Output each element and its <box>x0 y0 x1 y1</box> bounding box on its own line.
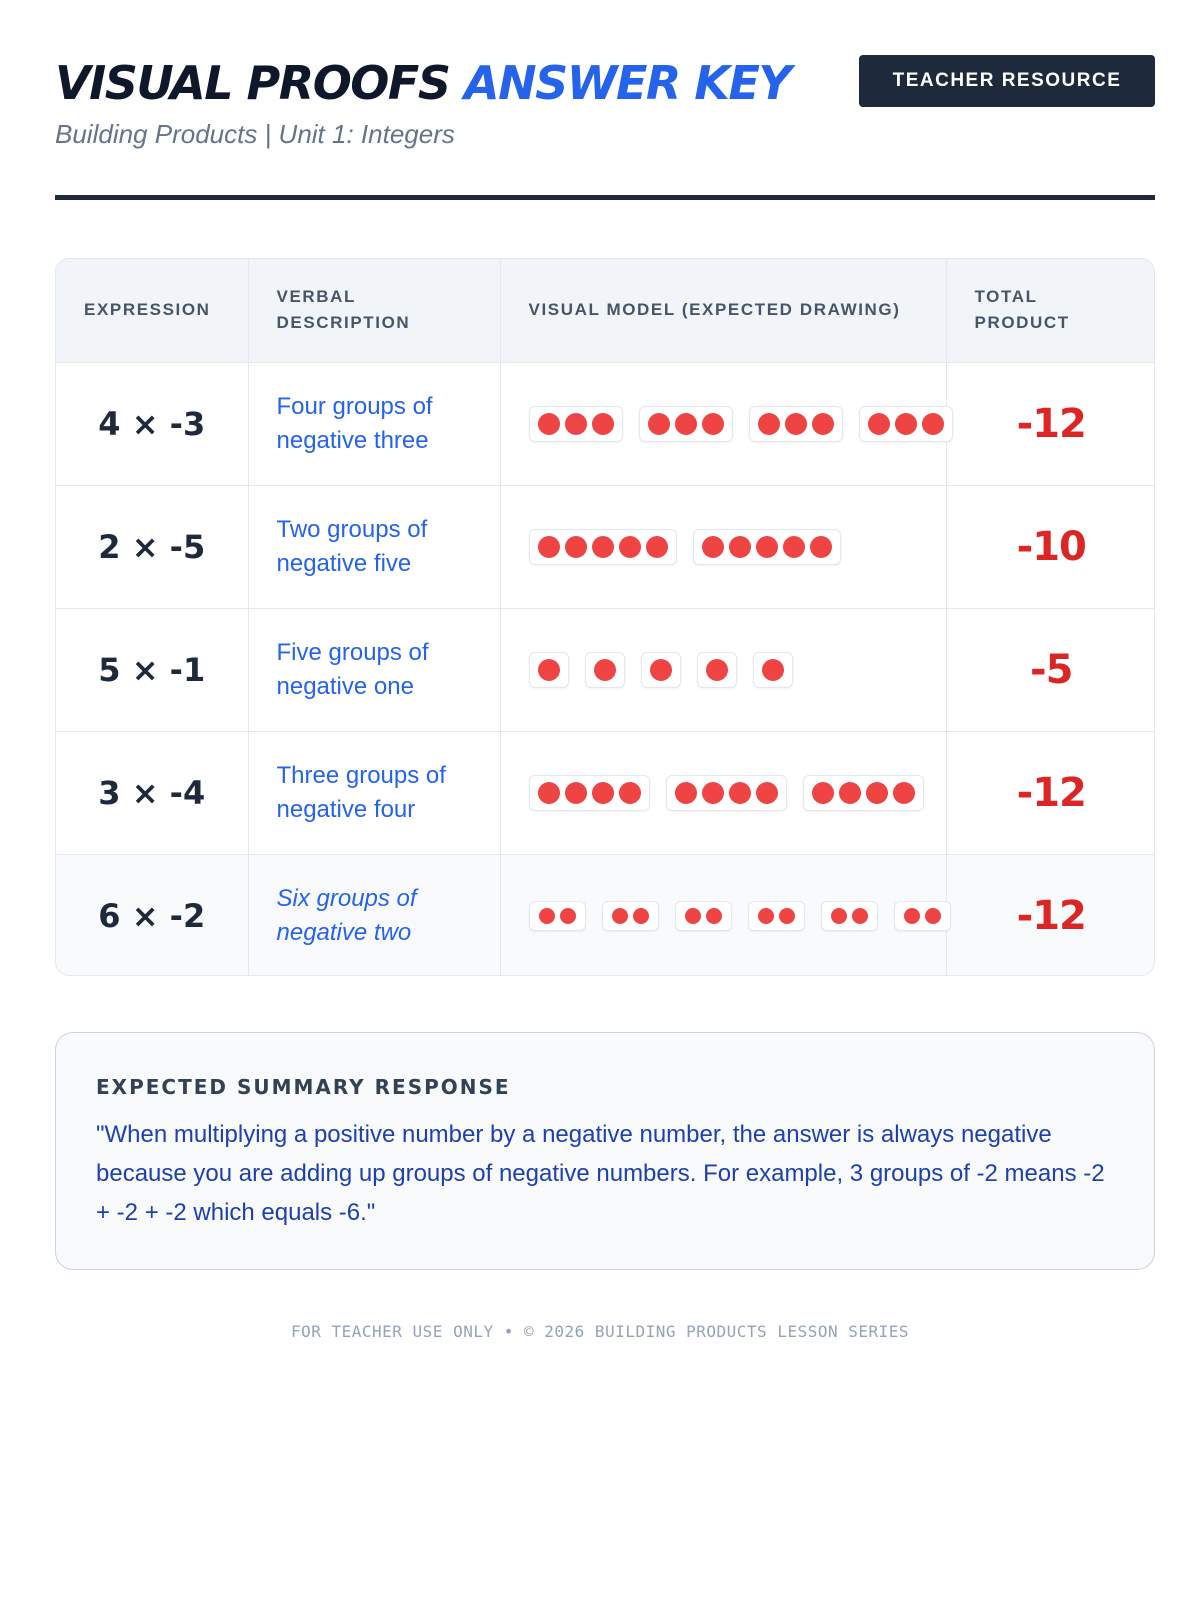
counter-group <box>894 901 951 931</box>
table-header-row <box>56 259 1155 362</box>
column-header-verbal: VERBAL DESCRIPTION <box>248 259 500 362</box>
verbal-description-cell: Two groups of negative five <box>248 485 500 608</box>
title-main: VISUAL PROOFS <box>55 56 450 110</box>
counter-groups <box>529 901 918 931</box>
negative-counter <box>592 782 614 804</box>
counter-group <box>675 901 732 931</box>
counter-groups <box>529 529 918 565</box>
visual-model-cell <box>500 485 946 608</box>
table-row <box>56 854 1155 976</box>
negative-counter <box>893 782 915 804</box>
column-header-visual: VISUAL MODEL (EXPECTED DRAWING) <box>500 259 946 362</box>
counter-group <box>529 406 623 442</box>
table-row <box>56 362 1155 485</box>
negative-counter <box>560 908 576 924</box>
footer: FOR TEACHER USE ONLY • © 2026 BUILDING PRODUCTS LESSON SERIES <box>290 1322 910 1341</box>
negative-counter <box>675 782 697 804</box>
negative-counter <box>729 536 751 558</box>
counter-group <box>585 652 625 688</box>
summary-title: EXPECTED SUMMARY RESPONSE <box>96 1075 511 1099</box>
counter-group <box>693 529 841 565</box>
verbal-description-cell: Three groups of negative four <box>248 731 500 854</box>
total-product-cell: -12 <box>946 362 1155 485</box>
visual-model-cell <box>500 362 946 485</box>
negative-counter <box>810 536 832 558</box>
expression-cell: 3 × -4 <box>56 731 248 854</box>
negative-counter <box>839 782 861 804</box>
visual-model-cell <box>500 854 946 976</box>
negative-counter <box>650 659 672 681</box>
answer-key-table <box>55 258 1155 976</box>
counter-group <box>859 406 953 442</box>
counter-group <box>529 901 586 931</box>
counter-group <box>602 901 659 931</box>
counter-group <box>529 775 650 811</box>
counter-group <box>666 775 787 811</box>
page-title <box>55 55 790 111</box>
verbal-description-cell: Six groups of negative two <box>248 854 500 976</box>
negative-counter <box>685 908 701 924</box>
negative-counter <box>831 908 847 924</box>
counter-group <box>753 652 793 688</box>
negative-counter <box>904 908 920 924</box>
expression-cell: 2 × -5 <box>56 485 248 608</box>
negative-counter <box>706 908 722 924</box>
negative-counter <box>925 908 941 924</box>
negative-counter <box>675 413 697 435</box>
negative-counter <box>922 413 944 435</box>
counter-groups <box>529 652 918 688</box>
negative-counter <box>612 908 628 924</box>
negative-counter <box>756 536 778 558</box>
header-divider <box>55 195 1155 200</box>
teacher-resource-badge: TEACHER RESOURCE <box>859 55 1155 107</box>
total-product-cell: -12 <box>946 731 1155 854</box>
negative-counter <box>895 413 917 435</box>
negative-counter <box>702 413 724 435</box>
negative-counter <box>619 536 641 558</box>
counter-group <box>529 529 677 565</box>
negative-counter <box>758 908 774 924</box>
negative-counter <box>594 659 616 681</box>
negative-counter <box>592 536 614 558</box>
counter-group <box>803 775 924 811</box>
visual-model-cell <box>500 731 946 854</box>
table-row <box>56 485 1155 608</box>
counter-groups <box>529 775 918 811</box>
negative-counter <box>646 536 668 558</box>
total-product-cell: -10 <box>946 485 1155 608</box>
counter-group <box>639 406 733 442</box>
negative-counter <box>648 413 670 435</box>
negative-counter <box>538 413 560 435</box>
negative-counter <box>565 413 587 435</box>
negative-counter <box>812 413 834 435</box>
negative-counter <box>866 782 888 804</box>
negative-counter <box>702 536 724 558</box>
counter-group <box>821 901 878 931</box>
title-accent: ANSWER KEY <box>463 56 791 110</box>
negative-counter <box>785 413 807 435</box>
counter-group <box>749 406 843 442</box>
column-header-total: TOTAL PRODUCT <box>946 259 1155 362</box>
table-row <box>56 608 1155 731</box>
table-row <box>56 731 1155 854</box>
negative-counter <box>812 782 834 804</box>
expression-cell: 6 × -2 <box>56 854 248 976</box>
visual-model-cell <box>500 608 946 731</box>
negative-counter <box>702 782 724 804</box>
total-product-cell: -12 <box>946 854 1155 976</box>
column-header-expression: EXPRESSION <box>56 259 248 362</box>
negative-counter <box>783 536 805 558</box>
verbal-description-cell: Five groups of negative one <box>248 608 500 731</box>
negative-counter <box>565 782 587 804</box>
total-product-cell: -5 <box>946 608 1155 731</box>
negative-counter <box>762 659 784 681</box>
negative-counter <box>565 536 587 558</box>
negative-counter <box>538 536 560 558</box>
negative-counter <box>706 659 728 681</box>
negative-counter <box>539 908 555 924</box>
summary-box <box>55 1032 1155 1270</box>
expression-cell: 4 × -3 <box>56 362 248 485</box>
header <box>55 55 1155 205</box>
counter-group <box>529 652 569 688</box>
counter-group <box>748 901 805 931</box>
verbal-description-cell: Four groups of negative three <box>248 362 500 485</box>
counter-group <box>641 652 681 688</box>
expression-cell: 5 × -1 <box>56 608 248 731</box>
negative-counter <box>619 782 641 804</box>
negative-counter <box>729 782 751 804</box>
counter-group <box>697 652 737 688</box>
negative-counter <box>592 413 614 435</box>
negative-counter <box>633 908 649 924</box>
negative-counter <box>758 413 780 435</box>
negative-counter <box>538 659 560 681</box>
negative-counter <box>779 908 795 924</box>
page-subtitle: Building Products | Unit 1: Integers <box>55 119 455 149</box>
summary-text: "When multiplying a positive number by a negative number, the answer is always negative because you are adding up groups of negative numbers. For example, 3 groups of -2 means -2 + -2 + -2 which equals -6." <box>96 1121 1105 1226</box>
counter-groups <box>529 406 918 442</box>
negative-counter <box>868 413 890 435</box>
negative-counter <box>756 782 778 804</box>
negative-counter <box>852 908 868 924</box>
negative-counter <box>538 782 560 804</box>
